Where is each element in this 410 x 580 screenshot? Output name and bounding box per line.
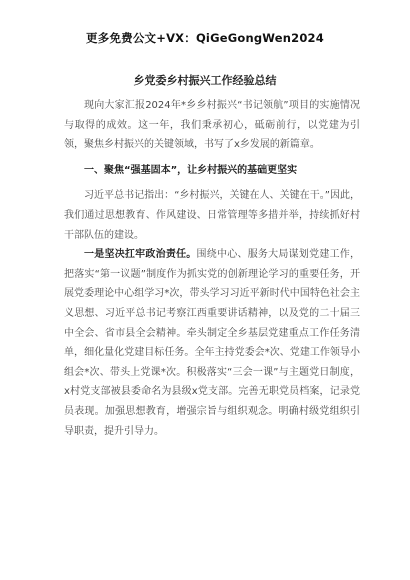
watermark-header: 更多免费公文+VX：QiGeGongWen2024	[86, 31, 324, 45]
political-responsibility-paragraph	[64, 245, 360, 441]
document-title: 乡党委乡村振兴工作经验总结	[133, 74, 277, 87]
quote-paragraph: 习近平总书记指出：“乡村振兴，关键在人、关键在干。”因此，我们通过思想教育、作风建设、日常管理等多措并举，持续抓好村干部队伍的建设。	[64, 190, 360, 241]
paragraph-body: 围绕中心、服务大局谋划党建工作，把落实“第一议题”制度作为抓实党的创新理论学习的重要任务，开展党委理论中心组学习*次，带头学习习近平新时代中国特色社会主义思想、习近平总书记考察江西重要讲话精神，以及党的二十届三中全会、省市县全会精神。牵头制定全乡基层党建重点工作任务清单，细化量化党建目标任务。全年主持党委会*次、党建工作领导小组会*次、带头上党课*次。积极落实“三会一课”与主题党日制度，x村党支部被县委命名为县级x党支部。完善无职党员档案，记录党员表现。加强思想教育，增强宗旨与组织观念。明确村级党组织引导职责，提升引导力。	[64, 249, 361, 437]
intro-paragraph: 现向大家汇报2024年*乡乡村振兴“书记领航”项目的实施情况与取得的成效。这一年，我们秉承初心，砥砺前行，以党建为引领，聚焦乡村振兴的关键领域，书写了x乡发展的新篇章。	[64, 100, 360, 151]
section-heading-1: 一、聚焦“强基固本”，让乡村振兴的基础更坚实	[84, 164, 298, 176]
paragraph-lead: 一是坚决扛牢政治责任。	[84, 249, 197, 261]
document-body	[64, 96, 360, 441]
